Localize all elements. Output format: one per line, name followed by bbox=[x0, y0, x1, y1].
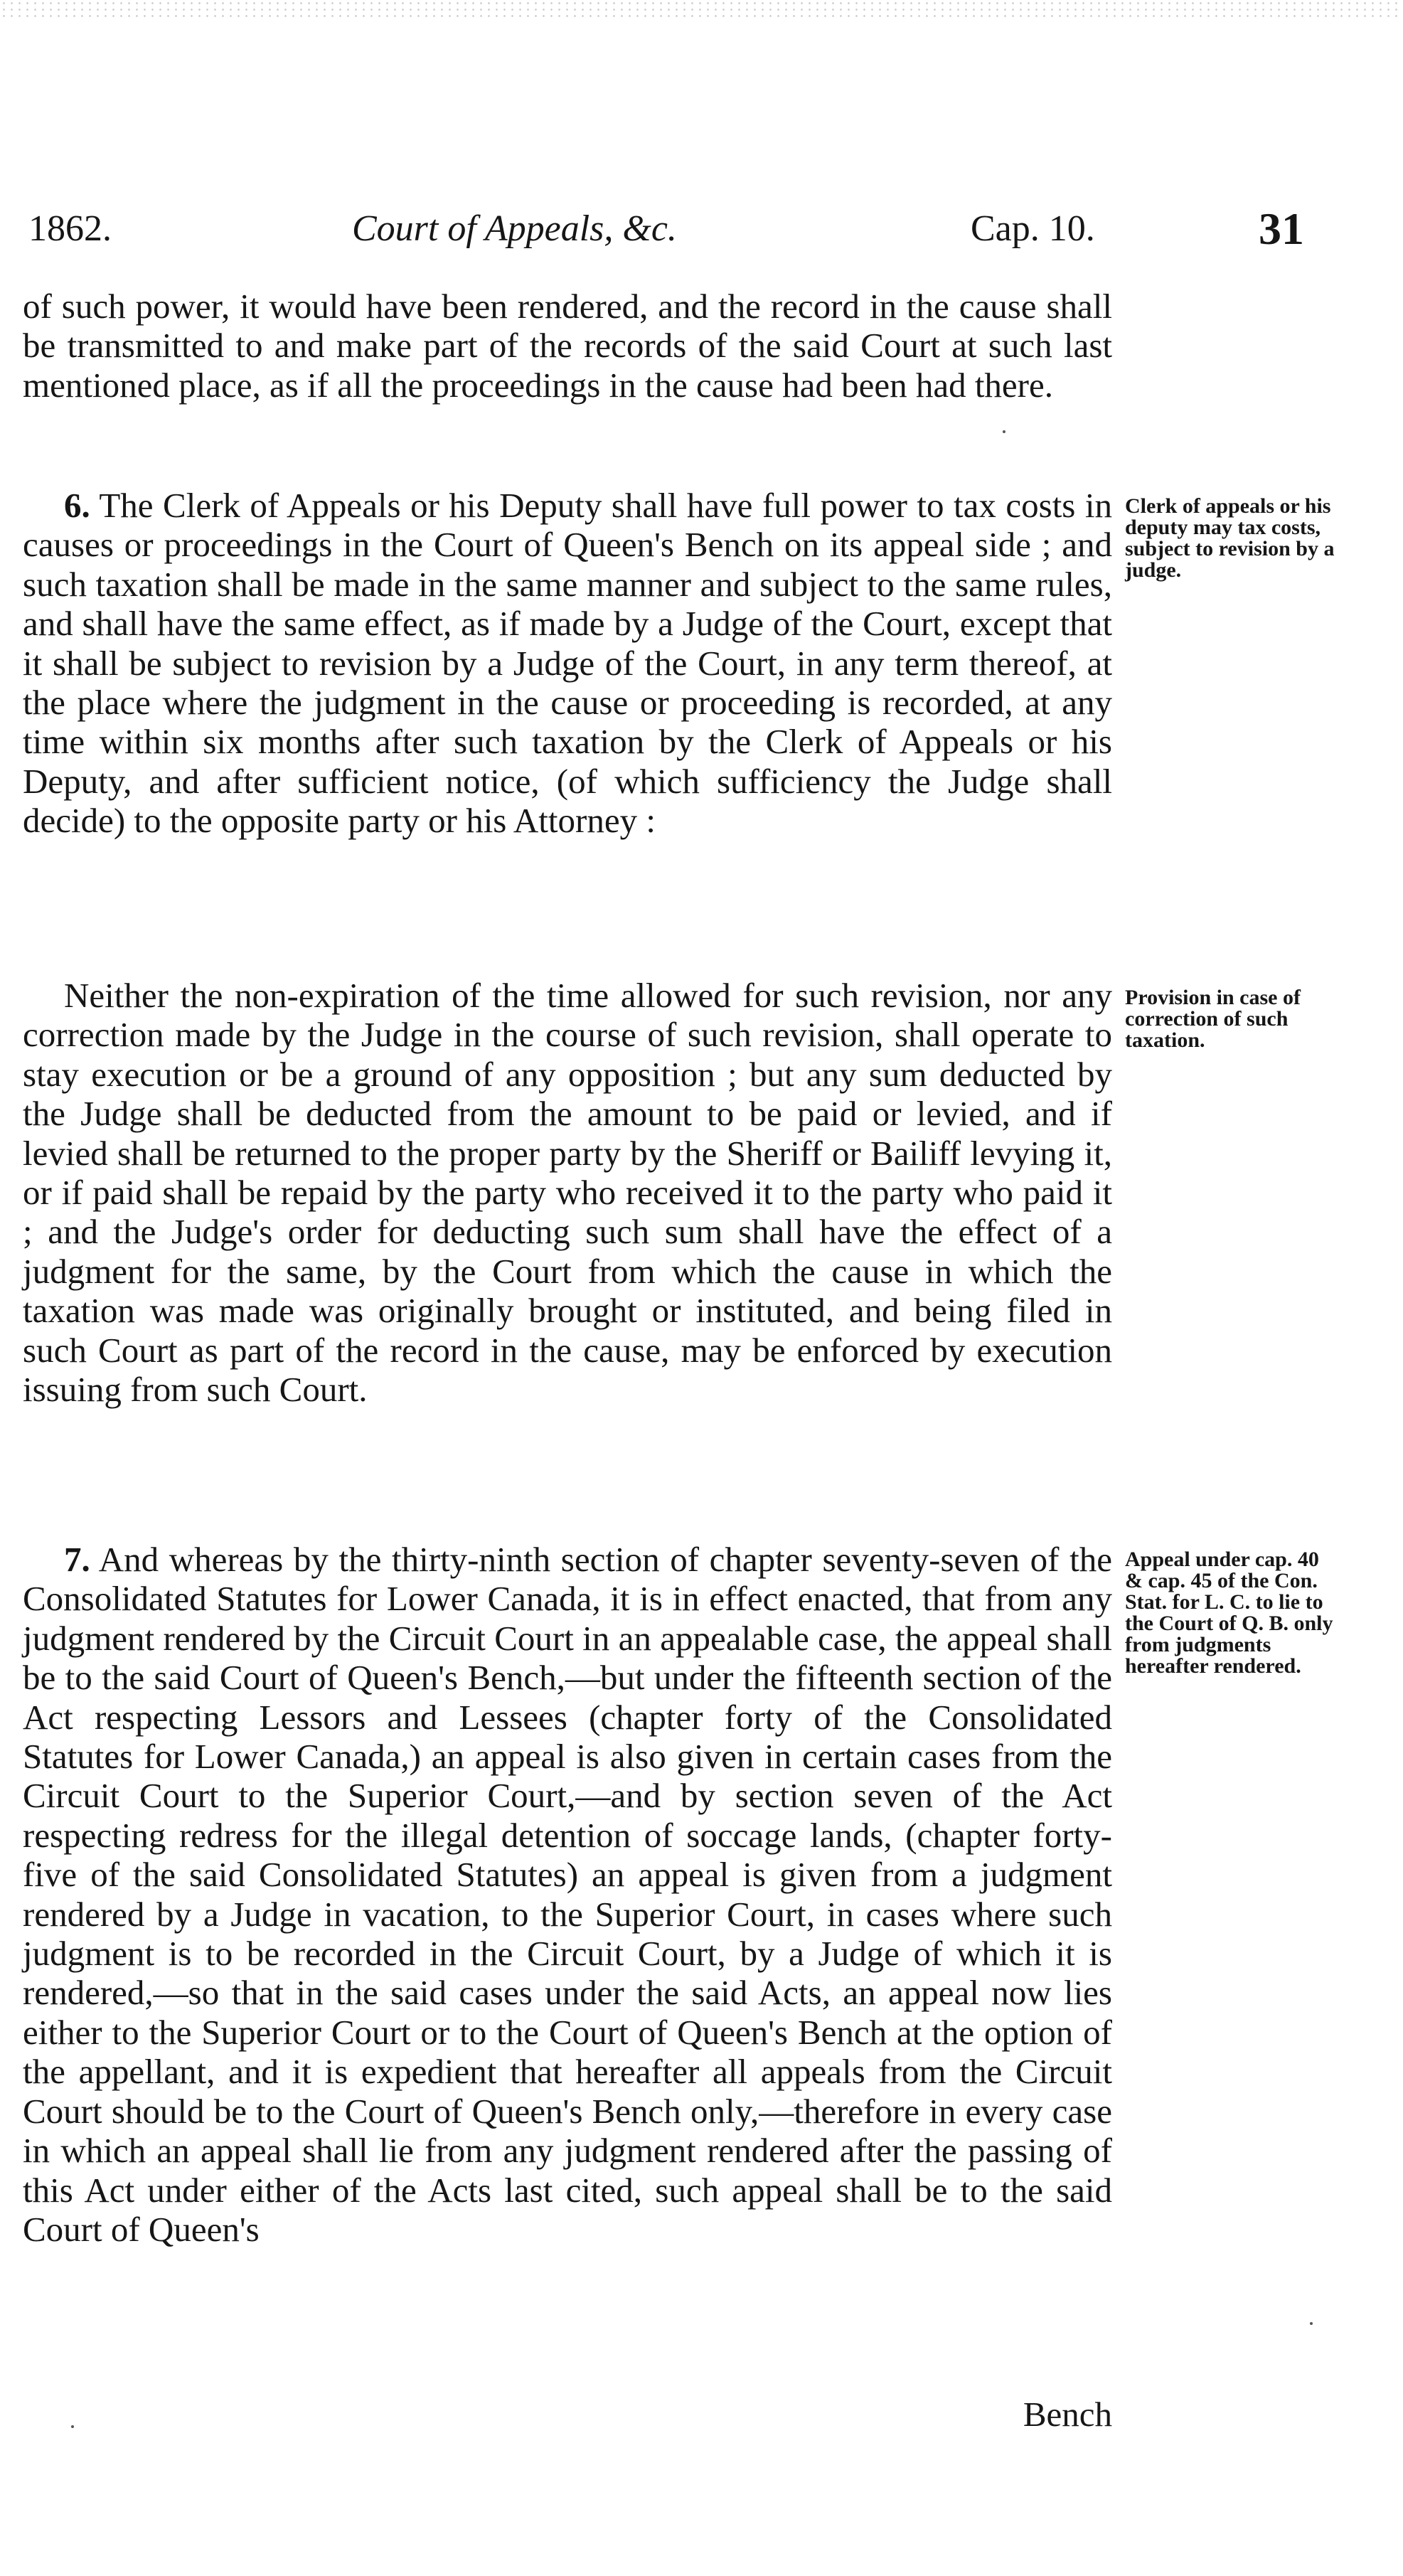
catchword: Bench bbox=[1023, 2395, 1112, 2434]
header-title: Court of Appeals, &c. bbox=[352, 208, 677, 249]
section-number: 6. bbox=[64, 486, 90, 525]
section-6 bbox=[23, 486, 1112, 841]
marginal-note-appeal: Appeal under cap. 40 & cap. 45 of the Con. Stat. for L. C. to lie to the Court of Q. B. only from judgments hereafter rendered. bbox=[1125, 1548, 1333, 1678]
page-speck bbox=[1003, 430, 1005, 433]
header-year: 1862. bbox=[28, 208, 112, 249]
page-speck bbox=[71, 2425, 74, 2428]
paragraph-revision bbox=[23, 976, 1112, 1409]
section-paragraph bbox=[23, 486, 1112, 841]
running-header bbox=[28, 201, 1330, 257]
paragraph-continuation bbox=[23, 287, 1112, 405]
section-7 bbox=[23, 1540, 1112, 2249]
section-number: 7. bbox=[64, 1540, 90, 1579]
section-text: The Clerk of Appeals or his Deputy shall have full power to tax costs in causes or proceedings in the Court of Queen's Bench on its appeal side ; and such taxation shall be made in the same manner and subject to the same rules, and shall have the same effect, as if made by a Judge of the Court, except that it shall be subject to revision by a Judge of the Court, in any term thereof, at the place where the judgment in the cause or proceeding is recorded, at any time within six months after such taxation by the Clerk of Appeals or his Deputy, and after sufficient notice, (of which sufficiency the Judge shall decide) to the opposite party or his Attorney : bbox=[23, 486, 1112, 841]
page-speck bbox=[1310, 2322, 1313, 2325]
marginal-note-correction: Provision in case of correction of such taxation. bbox=[1125, 986, 1301, 1052]
section-text: And whereas by the thirty-ninth section of chapter seventy-seven of the Consolidated Statutes for Lower Canada, it is in effect enacted, that from any judgment rendered by the Circuit Court in an appealable case, the appeal shall be to the said Court of Queen's Bench,—but under the fifteenth section of the Act respecting Lessors and Lessees (chapter forty of the Consolidated Statutes for Lower Canada,) an appeal is also given in certain cases from the Circuit Court to the Superior Court,—and by section seven of the Act respecting redress for the illegal detention of soccage lands, (chapter forty-five of the said Consolidated Statutes) an appeal is given from a judgment rendered by a Judge in vacation, to the Superior Court, in cases where such judgment is to be recorded in the Circuit Court, by a Judge of which it is rendered,—so that in the said cases under the said Acts, an appeal now lies either to the Superior Court or to the Court of Queen's Bench at the option of the appellant, and it is expedient that hereafter all appeals from the Circuit Court should be to the Court of Queen's Bench only,—therefore in every case in which an appeal shall lie from any judgment rendered after the passing of this Act under either of the Acts last cited, such appeal shall be to the said Court of Queen's bbox=[23, 1540, 1112, 2249]
marginal-note-clerk-taxation: Clerk of appeals or his deputy may tax costs, subject to revision by a judge. bbox=[1125, 494, 1335, 582]
paragraph-text: of such power, it would have been rendered, and the record in the cause shall be transmitted to and make part of the records of the said Court at such last mentioned place, as if all the proceedings in the cause had been had there. bbox=[23, 287, 1112, 405]
page-number: 31 bbox=[1259, 203, 1304, 254]
page-edge-specks bbox=[0, 0, 1403, 21]
header-chapter: Cap. 10. bbox=[971, 208, 1095, 249]
paragraph-text: Neither the non-expiration of the time allowed for such revision, nor any correction made by the Judge in the course of such revision, shall operate to stay execution or be a ground of any opposition ; but any sum deducted by the Judge shall be deducted from the amount to be paid or levied, and if levied shall be returned to the proper party by the Sheriff or Bailiff levying it, or if paid shall be repaid by the party who received it to the party who paid it ; and the Judge's order for deducting such sum shall have the effect of a judgment for the same, by the Court from which the cause in which the taxation was made was originally brought or instituted, and being filed in such Court as part of the record in the cause, may be enforced by execution issuing from such Court. bbox=[23, 976, 1112, 1410]
section-paragraph bbox=[23, 1540, 1112, 2249]
